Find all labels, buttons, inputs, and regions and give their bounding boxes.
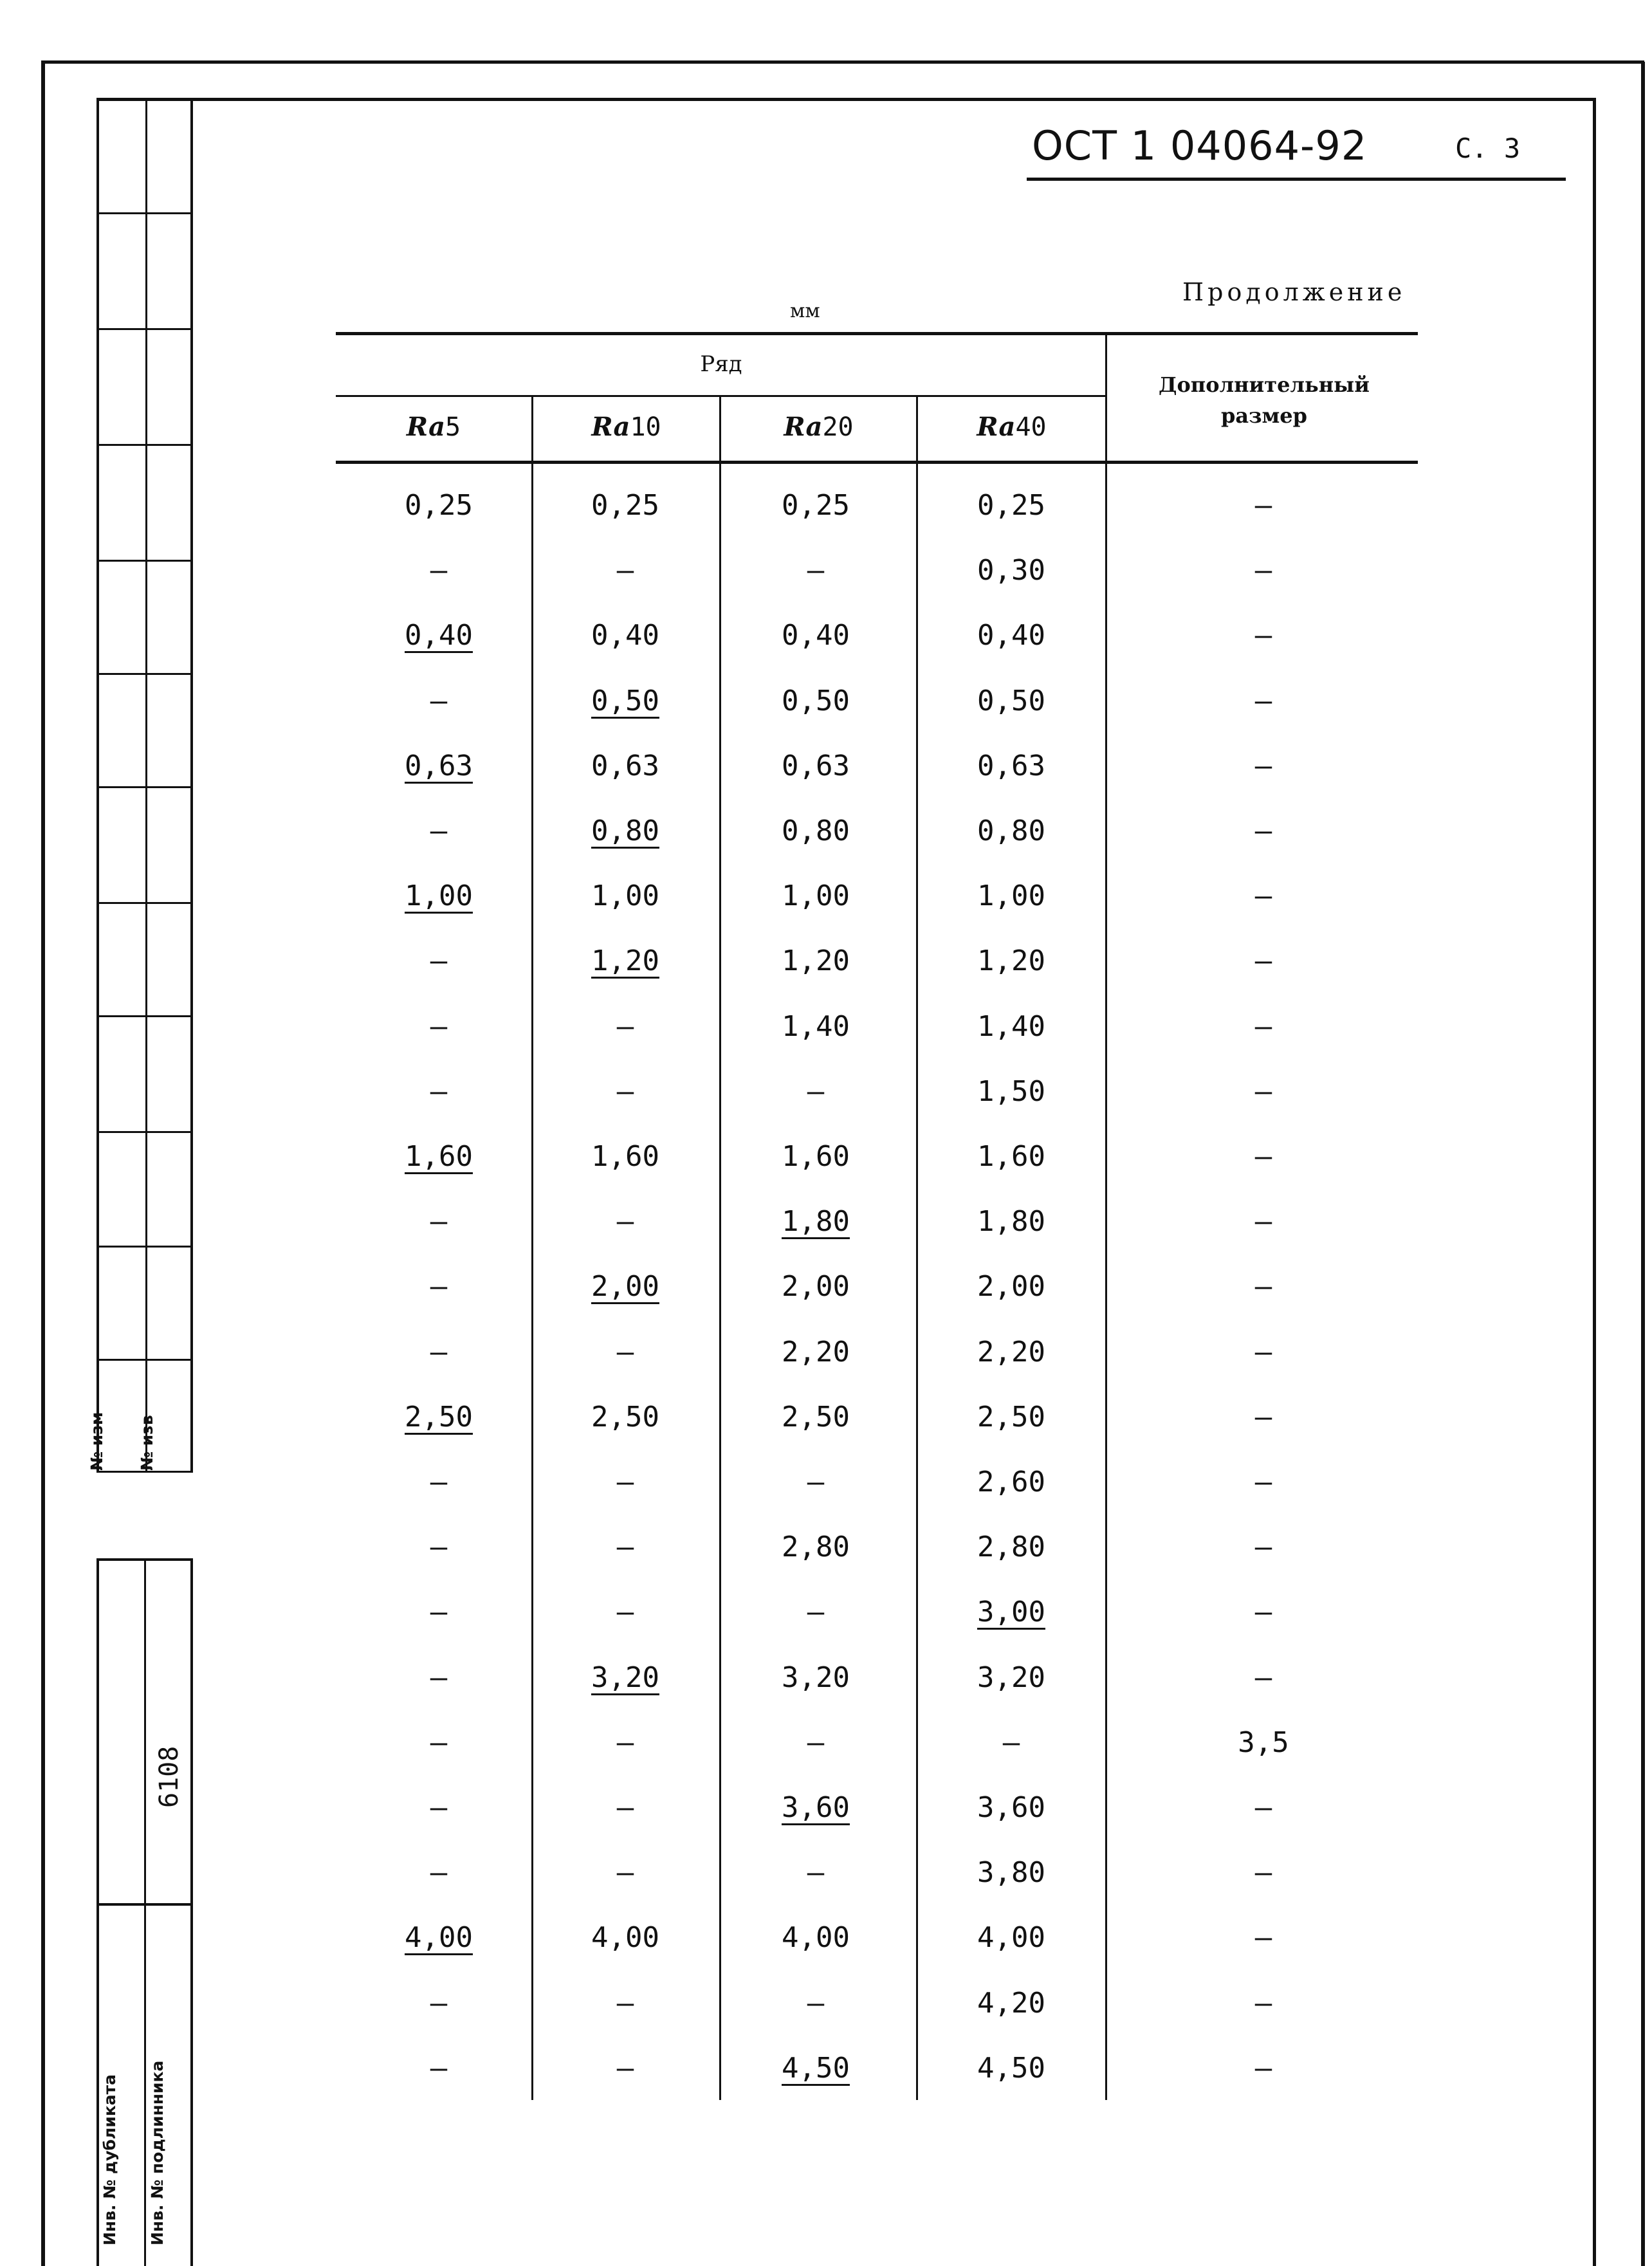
outer-frame-top-line	[41, 60, 1644, 64]
table-cell: 2,50	[977, 1401, 1045, 1433]
table-cell: –	[430, 1336, 448, 1368]
revision-stamp-row-line	[96, 444, 193, 446]
table-cell-extra-size: –	[1254, 1921, 1272, 1954]
table-col-divider-3	[916, 396, 918, 2100]
table-cell: 4,00	[591, 1921, 659, 1954]
table-cell: 2,00	[782, 1270, 850, 1303]
revision-stamp-row-line	[96, 1359, 193, 1361]
original-inventory-number: 6108	[154, 1746, 184, 1808]
table-cell: 1,00	[591, 880, 659, 912]
table-cell: –	[807, 1856, 825, 1889]
table-cell: 2,00	[591, 1270, 659, 1303]
table-cell-extra-size: –	[1254, 1466, 1272, 1498]
table-cell: 1,60	[405, 1140, 473, 1173]
table-cell: 0,40	[782, 619, 850, 652]
table-cell: –	[807, 554, 825, 587]
table-cell: –	[616, 1010, 634, 1043]
table-cell: –	[616, 1336, 634, 1368]
table-cell: –	[430, 1010, 448, 1043]
table-cell-extra-size: –	[1254, 489, 1272, 522]
table-cell: –	[616, 1726, 634, 1759]
table-cell-extra-size: –	[1254, 1270, 1272, 1303]
revision-stamp-row-line	[96, 1246, 193, 1248]
table-cell: 0,63	[405, 750, 473, 782]
table-cell: 4,50	[977, 2052, 1045, 2085]
table-cell: 1,50	[977, 1075, 1045, 1108]
table-cell: 2,80	[782, 1531, 850, 1563]
column-header-ra10: Ra10	[591, 412, 661, 442]
table-cell: –	[430, 2052, 448, 2085]
table-cell: 1,20	[977, 944, 1045, 977]
revision-stamp-row-line	[96, 328, 193, 330]
table-cell: 0,50	[977, 685, 1045, 717]
revision-stamp-row-line	[96, 673, 193, 675]
table-cell: –	[807, 1596, 825, 1628]
table-cell: 0,25	[782, 489, 850, 522]
table-cell: –	[616, 554, 634, 587]
table-cell: –	[430, 1466, 448, 1498]
table-cell: –	[430, 944, 448, 977]
table-cell: 3,20	[977, 1661, 1045, 1694]
table-cell: 2,50	[782, 1401, 850, 1433]
table-cell: 2,20	[977, 1336, 1045, 1368]
duplicate-inventory-label: Инв. № дубликата	[100, 2074, 119, 2245]
table-cell: –	[430, 1270, 448, 1303]
table-cell: –	[616, 1466, 634, 1498]
table-cell: 2,80	[977, 1531, 1045, 1563]
document-code: ОСТ 1 04064-92	[1032, 122, 1368, 169]
table-cell: 0,80	[782, 815, 850, 847]
table-cell: 4,00	[977, 1921, 1045, 1954]
table-cell: –	[430, 1075, 448, 1108]
table-cell: 4,20	[977, 1987, 1045, 2020]
table-cell: 3,20	[591, 1661, 659, 1694]
table-cell-extra-size: –	[1254, 619, 1272, 652]
revision-stamp-box	[96, 98, 193, 1472]
table-cell: 1,20	[782, 944, 850, 977]
table-cell: –	[616, 1987, 634, 2020]
table-cell: 0,40	[591, 619, 659, 652]
table-cell: 0,63	[782, 750, 850, 782]
table-cell: –	[616, 1856, 634, 1889]
revision-stamp-row-line	[96, 1015, 193, 1017]
table-cell: –	[807, 1466, 825, 1498]
table-cell: 2,00	[977, 1270, 1045, 1303]
table-cell: 3,60	[782, 1791, 850, 1824]
table-cell: 0,25	[977, 489, 1045, 522]
revision-stamp-row-line	[96, 560, 193, 562]
table-cell: –	[616, 1791, 634, 1824]
revision-stamp-row-line	[96, 1131, 193, 1133]
table-cell-extra-size: –	[1254, 1596, 1272, 1628]
table-cell: 3,80	[977, 1856, 1045, 1889]
table-cell: –	[430, 1856, 448, 1889]
table-cell: 0,80	[977, 815, 1045, 847]
revision-stamp-row-line	[96, 1471, 193, 1473]
table-group-rule	[336, 395, 1106, 397]
table-cell: 1,40	[977, 1010, 1045, 1043]
table-cell: 1,60	[782, 1140, 850, 1173]
table-cell: –	[430, 554, 448, 587]
table-cell: 2,50	[591, 1401, 659, 1433]
table-cell: 0,40	[405, 619, 473, 652]
table-cell: 1,20	[591, 944, 659, 977]
table-header-bottom-rule	[336, 461, 1418, 464]
table-cell: 3,60	[977, 1791, 1045, 1824]
table-cell-extra-size: –	[1254, 1205, 1272, 1238]
inner-frame-right-line	[1593, 98, 1596, 2266]
table-cell-extra-size: –	[1254, 1010, 1272, 1043]
revision-izv-label: № изв	[138, 1415, 156, 1471]
table-cell: 3,00	[977, 1596, 1045, 1628]
table-cell: 1,80	[782, 1205, 850, 1238]
table-cell: 0,40	[977, 619, 1045, 652]
table-cell-extra-size: –	[1254, 2052, 1272, 2085]
table-cell: –	[807, 1075, 825, 1108]
table-cell: 0,25	[405, 489, 473, 522]
table-cell-extra-size: –	[1254, 944, 1272, 977]
table-cell: 1,00	[782, 880, 850, 912]
table-cell: 1,80	[977, 1205, 1045, 1238]
table-cell-extra-size: –	[1254, 815, 1272, 847]
table-cell: –	[430, 685, 448, 717]
inventory-stamp-row-line	[96, 1903, 193, 1906]
table-cell: 4,00	[782, 1921, 850, 1954]
table-cell: 0,80	[591, 815, 659, 847]
table-cell: –	[616, 2052, 634, 2085]
outer-frame-left-line	[41, 62, 45, 2266]
continued-label: Продолжение	[1182, 278, 1406, 306]
revision-stamp-row-line	[96, 786, 193, 788]
table-cell-extra-size: –	[1254, 1140, 1272, 1173]
table-cell-extra-size: –	[1254, 880, 1272, 912]
table-cell: –	[807, 1726, 825, 1759]
table-cell: 1,00	[405, 880, 473, 912]
table-cell: 0,63	[977, 750, 1045, 782]
table-cell: 4,50	[782, 2052, 850, 2085]
table-cell-extra-size: –	[1254, 1401, 1272, 1433]
table-cell-extra-size: –	[1254, 685, 1272, 717]
column-header-ra5: Ra5	[406, 412, 461, 442]
table-cell: –	[430, 815, 448, 847]
table-cell: –	[430, 1205, 448, 1238]
inner-frame-top-line	[96, 98, 1595, 101]
table-cell-extra-size: –	[1254, 554, 1272, 587]
revision-stamp-row-line	[96, 902, 193, 904]
table-cell: –	[616, 1596, 634, 1628]
page-number: С. 3	[1455, 133, 1521, 164]
table-cell: 1,40	[782, 1010, 850, 1043]
table-cell: –	[430, 1791, 448, 1824]
table-cell: –	[616, 1205, 634, 1238]
table-cell-extra-size: –	[1254, 750, 1272, 782]
extra-size-header: Дополнительный размер	[1159, 373, 1370, 428]
table-cell: –	[807, 1987, 825, 2020]
column-header-ra20: Ra20	[784, 412, 854, 442]
table-cell: –	[616, 1531, 634, 1563]
table-extra-divider	[1105, 333, 1107, 2100]
table-cell: 4,00	[405, 1921, 473, 1954]
table-cell: 0,50	[591, 685, 659, 717]
table-cell: 0,30	[977, 554, 1045, 587]
table-cell: 0,50	[782, 685, 850, 717]
table-cell-extra-size: 3,5	[1238, 1726, 1289, 1759]
header-underline	[1027, 178, 1566, 181]
table-cell: –	[430, 1726, 448, 1759]
table-cell: –	[430, 1531, 448, 1563]
table-cell: –	[616, 1075, 634, 1108]
table-cell-extra-size: –	[1254, 1075, 1272, 1108]
table-cell-extra-size: –	[1254, 1987, 1272, 2020]
outer-frame-right-line	[1641, 62, 1645, 2266]
table-cell: 2,50	[405, 1401, 473, 1433]
table-cell: 1,60	[591, 1140, 659, 1173]
original-inventory-label: Инв. № подлинника	[148, 2060, 167, 2245]
table-cell: 1,00	[977, 880, 1045, 912]
table-cell: 2,20	[782, 1336, 850, 1368]
table-cell-extra-size: –	[1254, 1336, 1272, 1368]
table-cell: –	[430, 1596, 448, 1628]
unit-label: мм	[790, 300, 820, 322]
table-col-divider-2	[719, 396, 721, 2100]
table-col-divider-1	[531, 396, 533, 2100]
table-cell: –	[430, 1987, 448, 2020]
table-cell: 0,25	[591, 489, 659, 522]
revision-stamp-row-line	[96, 212, 193, 214]
table-cell: –	[1002, 1726, 1020, 1759]
table-cell: 1,60	[977, 1140, 1045, 1173]
table-cell: 3,20	[782, 1661, 850, 1694]
row-group-header: Ряд	[700, 351, 742, 377]
table-top-rule	[336, 332, 1418, 335]
table-cell-extra-size: –	[1254, 1531, 1272, 1563]
revision-stamp-divider	[145, 98, 147, 1472]
column-header-ra40: Ra40	[977, 412, 1047, 442]
table-cell-extra-size: –	[1254, 1856, 1272, 1889]
table-cell: 0,63	[591, 750, 659, 782]
revision-izm-label: № изм	[87, 1412, 106, 1471]
table-cell-extra-size: –	[1254, 1661, 1272, 1694]
table-cell: 2,60	[977, 1466, 1045, 1498]
table-cell: –	[430, 1661, 448, 1694]
table-cell-extra-size: –	[1254, 1791, 1272, 1824]
inventory-stamp-divider	[144, 1558, 146, 2266]
